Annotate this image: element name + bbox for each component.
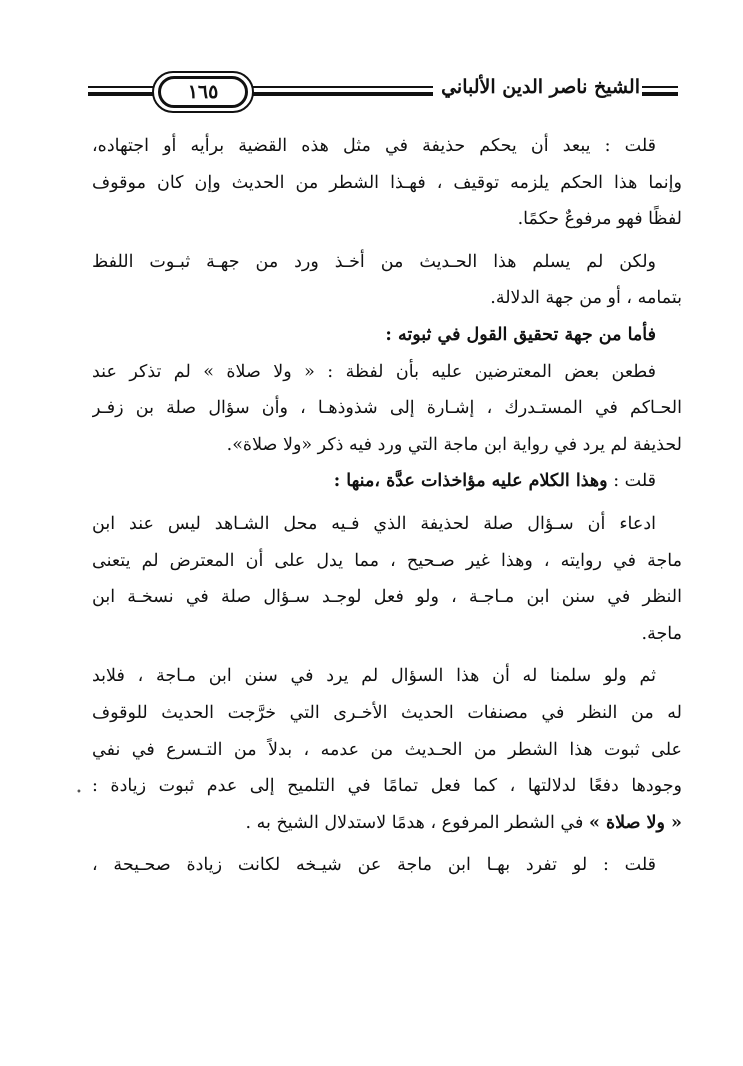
text-line: لفظًا فهو مرفوعٌ حكمًا. — [517, 209, 682, 230]
text-line: لحذيفة لم يرد في رواية ابن ماجة التي ورد فيه ذكر «ولا صلاة». — [226, 434, 682, 455]
section-heading-objections — [92, 463, 682, 500]
text-line: بتمامه ، أو من جهة الدلالة. — [490, 288, 682, 309]
page-body — [92, 128, 682, 884]
text-line: قلت : يبعد أن يحكم حذيفة في مثل هذه القضية برأيه أو اجتهاده، — [92, 136, 656, 156]
header-rule-left-bottom — [88, 92, 158, 96]
paragraph-4 — [92, 506, 682, 652]
text-line: وجودها دفعًا لدلالتها ، كما فعل تمامًا في التلميح إلى عدم ثبوت زيادة : — [92, 776, 682, 797]
header-rule-middle-bottom — [248, 92, 448, 96]
paragraph-6: قلت : لو تفرد بهـا ابن ماجة عن شيـخه لكانت زيادة صحـيحة ، — [92, 855, 656, 876]
paragraph-5 — [92, 658, 682, 841]
text-run: في الشطر المرفوع ، هدمًا لاستدلال الشيخ به . — [245, 812, 584, 833]
header-rule-right-top — [642, 86, 678, 88]
running-title: الشيخ ناصر الدين الألباني — [433, 76, 640, 98]
header-rule-right-bottom — [642, 92, 678, 96]
margin-mark: • — [76, 787, 82, 798]
page-number-frame — [152, 71, 254, 113]
paragraph-1 — [92, 128, 682, 238]
paragraph-3 — [92, 354, 682, 464]
text-line: له من النظر في مصنفات الحديث الأخـرى التي خرَّجت الحديث للوقوف — [92, 702, 682, 723]
header-rule-left-top — [88, 86, 158, 88]
text-line: ولكن لم يسلم هذا الحـديث من أخـذ ورد من جهـة ثبـوت اللفظ — [92, 251, 656, 272]
text-line: ثم ولو سلمنا له أن هذا السؤال لم يرد في سنن ابن مـاجة ، فلابد — [92, 666, 656, 687]
text-line: ادعاء أن سـؤال صلة لحذيفة الذي فـيه محل الشـاهد ليس عند ابن — [92, 513, 656, 534]
text-line: فطعن بعض المعترضين عليه بأن لفظة : « ولا صلاة » لم تذكر عند — [92, 361, 656, 382]
page-header — [88, 70, 678, 114]
text-line: النظر في سنن ابن مـاجـة ، ولو فعل لوجـد سـؤال صلة في نسخـة ابن — [92, 587, 682, 608]
text-line: ماجة في روايته ، وهذا غير صـحيح ، مما يدل على أن المعترض لم يتعنى — [92, 550, 682, 571]
text-line: ماجة. — [641, 623, 682, 644]
heading-prefix: قلت : — [613, 471, 656, 492]
text-line — [92, 805, 682, 842]
header-rule-middle-top — [248, 86, 448, 88]
heading-bold: وهذا الكلام عليه مؤاخذات عدَّة ،منها : — [333, 471, 608, 492]
text-line: وإنما هذا الحكم يلزمه توقيف ، فهـذا الشطر من الحديث وإن كان موقوف — [92, 172, 682, 193]
quoted-phrase: « ولا صلاة » — [588, 812, 682, 833]
paragraph-2 — [92, 244, 682, 317]
text-line: على ثبوت هذا الشطر من الحـديث من عدمه ، بدلاً من التـسرع في نفي — [92, 739, 682, 760]
section-heading-proof: فأما من جهة تحقيق القول في ثبوته : — [385, 324, 656, 345]
text-line: الحـاكم في المستـدرك ، إشـارة إلى شذوذهـا ، وأن سؤال صلة بن زفـر — [92, 398, 682, 419]
page-number: ١٦٥ — [158, 76, 248, 108]
